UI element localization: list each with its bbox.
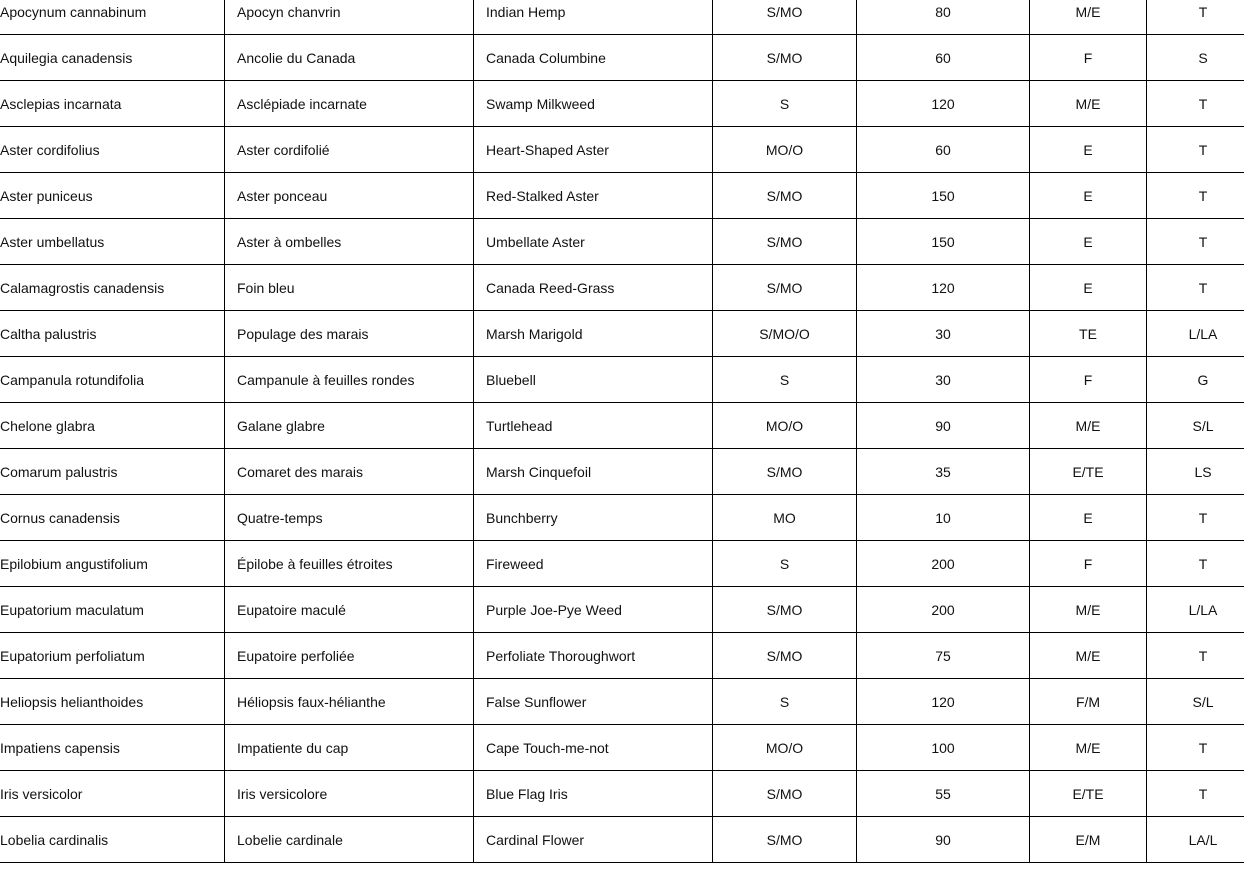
moisture-cell: E xyxy=(1030,173,1147,219)
table-row xyxy=(0,403,1244,449)
french-name-cell: Quatre-temps xyxy=(225,495,474,541)
english-name-cell: Purple Joe-Pye Weed xyxy=(474,587,713,633)
latin-name-cell: Comarum palustris xyxy=(0,449,225,495)
sun-exposure-cell: S xyxy=(713,541,857,587)
french-name-cell: Iris versicolore xyxy=(225,771,474,817)
height-cell: 80 xyxy=(857,0,1030,35)
soil-cell: LS xyxy=(1147,449,1244,495)
height-cell: 200 xyxy=(857,541,1030,587)
soil-cell: T xyxy=(1147,541,1244,587)
latin-name-cell: Eupatorium perfoliatum xyxy=(0,633,225,679)
french-name-cell: Ancolie du Canada xyxy=(225,35,474,81)
soil-cell: T xyxy=(1147,0,1244,35)
table-row xyxy=(0,587,1244,633)
sun-exposure-cell: S/MO xyxy=(713,817,857,863)
french-name-cell: Héliopsis faux-hélianthe xyxy=(225,679,474,725)
height-cell: 200 xyxy=(857,587,1030,633)
sun-exposure-cell: MO/O xyxy=(713,403,857,449)
sun-exposure-cell: S/MO xyxy=(713,587,857,633)
french-name-cell: Aster ponceau xyxy=(225,173,474,219)
height-cell: 120 xyxy=(857,679,1030,725)
moisture-cell: F xyxy=(1030,541,1147,587)
french-name-cell: Épilobe à feuilles étroites xyxy=(225,541,474,587)
english-name-cell: Cape Touch-me-not xyxy=(474,725,713,771)
english-name-cell: Bunchberry xyxy=(474,495,713,541)
sun-exposure-cell: MO xyxy=(713,495,857,541)
sun-exposure-cell: S xyxy=(713,357,857,403)
latin-name-cell: Apocynum cannabinum xyxy=(0,0,225,35)
french-name-cell: Eupatoire perfoliée xyxy=(225,633,474,679)
table-row xyxy=(0,35,1244,81)
sun-exposure-cell: S/MO xyxy=(713,219,857,265)
height-cell: 30 xyxy=(857,357,1030,403)
french-name-cell: Lobelie cardinale xyxy=(225,817,474,863)
table-row xyxy=(0,127,1244,173)
moisture-cell: M/E xyxy=(1030,633,1147,679)
latin-name-cell: Impatiens capensis xyxy=(0,725,225,771)
soil-cell: L/LA xyxy=(1147,587,1244,633)
soil-cell: S/L xyxy=(1147,403,1244,449)
moisture-cell: M/E xyxy=(1030,725,1147,771)
table-row xyxy=(0,633,1244,679)
moisture-cell: M/E xyxy=(1030,587,1147,633)
soil-cell: T xyxy=(1147,81,1244,127)
french-name-cell: Populage des marais xyxy=(225,311,474,357)
table-row xyxy=(0,219,1244,265)
english-name-cell: Marsh Marigold xyxy=(474,311,713,357)
sun-exposure-cell: MO/O xyxy=(713,725,857,771)
table-row xyxy=(0,817,1244,863)
height-cell: 120 xyxy=(857,265,1030,311)
french-name-cell: Impatiente du cap xyxy=(225,725,474,771)
english-name-cell: Indian Hemp xyxy=(474,0,713,35)
latin-name-cell: Campanula rotundifolia xyxy=(0,357,225,403)
moisture-cell: E xyxy=(1030,265,1147,311)
soil-cell: T xyxy=(1147,219,1244,265)
moisture-cell: E/TE xyxy=(1030,449,1147,495)
sun-exposure-cell: S/MO xyxy=(713,0,857,35)
soil-cell: S xyxy=(1147,35,1244,81)
table-row xyxy=(0,541,1244,587)
height-cell: 60 xyxy=(857,127,1030,173)
english-name-cell: Fireweed xyxy=(474,541,713,587)
moisture-cell: E xyxy=(1030,495,1147,541)
height-cell: 150 xyxy=(857,173,1030,219)
french-name-cell: Asclépiade incarnate xyxy=(225,81,474,127)
height-cell: 150 xyxy=(857,219,1030,265)
moisture-cell: F/M xyxy=(1030,679,1147,725)
latin-name-cell: Chelone glabra xyxy=(0,403,225,449)
soil-cell: T xyxy=(1147,725,1244,771)
soil-cell: T xyxy=(1147,173,1244,219)
sun-exposure-cell: S/MO xyxy=(713,771,857,817)
moisture-cell: F xyxy=(1030,357,1147,403)
english-name-cell: Swamp Milkweed xyxy=(474,81,713,127)
latin-name-cell: Epilobium angustifolium xyxy=(0,541,225,587)
soil-cell: LA/L xyxy=(1147,817,1244,863)
english-name-cell: Canada Reed-Grass xyxy=(474,265,713,311)
french-name-cell: Eupatoire maculé xyxy=(225,587,474,633)
height-cell: 90 xyxy=(857,403,1030,449)
height-cell: 90 xyxy=(857,817,1030,863)
sun-exposure-cell: S xyxy=(713,679,857,725)
table-row xyxy=(0,679,1244,725)
french-name-cell: Galane glabre xyxy=(225,403,474,449)
french-name-cell: Comaret des marais xyxy=(225,449,474,495)
sun-exposure-cell: S xyxy=(713,81,857,127)
height-cell: 75 xyxy=(857,633,1030,679)
latin-name-cell: Iris versicolor xyxy=(0,771,225,817)
french-name-cell: Campanule à feuilles rondes xyxy=(225,357,474,403)
moisture-cell: E/M xyxy=(1030,817,1147,863)
moisture-cell: TE xyxy=(1030,311,1147,357)
height-cell: 10 xyxy=(857,495,1030,541)
height-cell: 55 xyxy=(857,771,1030,817)
english-name-cell: Turtlehead xyxy=(474,403,713,449)
table-row xyxy=(0,771,1244,817)
latin-name-cell: Asclepias incarnata xyxy=(0,81,225,127)
moisture-cell: M/E xyxy=(1030,81,1147,127)
moisture-cell: E xyxy=(1030,219,1147,265)
english-name-cell: Perfoliate Thoroughwort xyxy=(474,633,713,679)
table-row xyxy=(0,495,1244,541)
soil-cell: T xyxy=(1147,127,1244,173)
table-row xyxy=(0,173,1244,219)
soil-cell: T xyxy=(1147,633,1244,679)
table-row xyxy=(0,0,1244,35)
latin-name-cell: Cornus canadensis xyxy=(0,495,225,541)
table-row xyxy=(0,357,1244,403)
latin-name-cell: Lobelia cardinalis xyxy=(0,817,225,863)
table-row xyxy=(0,449,1244,495)
latin-name-cell: Eupatorium maculatum xyxy=(0,587,225,633)
sun-exposure-cell: S/MO xyxy=(713,449,857,495)
english-name-cell: Red-Stalked Aster xyxy=(474,173,713,219)
english-name-cell: Canada Columbine xyxy=(474,35,713,81)
soil-cell: T xyxy=(1147,771,1244,817)
english-name-cell: Umbellate Aster xyxy=(474,219,713,265)
latin-name-cell: Heliopsis helianthoides xyxy=(0,679,225,725)
height-cell: 100 xyxy=(857,725,1030,771)
soil-cell: S/L xyxy=(1147,679,1244,725)
moisture-cell: M/E xyxy=(1030,403,1147,449)
moisture-cell: F xyxy=(1030,35,1147,81)
height-cell: 120 xyxy=(857,81,1030,127)
latin-name-cell: Aster puniceus xyxy=(0,173,225,219)
french-name-cell: Foin bleu xyxy=(225,265,474,311)
sun-exposure-cell: S/MO/O xyxy=(713,311,857,357)
french-name-cell: Apocyn chanvrin xyxy=(225,0,474,35)
soil-cell: L/LA xyxy=(1147,311,1244,357)
english-name-cell: Blue Flag Iris xyxy=(474,771,713,817)
sun-exposure-cell: S/MO xyxy=(713,633,857,679)
latin-name-cell: Calamagrostis canadensis xyxy=(0,265,225,311)
english-name-cell: Heart-Shaped Aster xyxy=(474,127,713,173)
table-row xyxy=(0,265,1244,311)
height-cell: 35 xyxy=(857,449,1030,495)
english-name-cell: Bluebell xyxy=(474,357,713,403)
moisture-cell: M/E xyxy=(1030,0,1147,35)
french-name-cell: Aster cordifolié xyxy=(225,127,474,173)
latin-name-cell: Aster cordifolius xyxy=(0,127,225,173)
sun-exposure-cell: S/MO xyxy=(713,265,857,311)
height-cell: 30 xyxy=(857,311,1030,357)
table-row xyxy=(0,725,1244,771)
height-cell: 60 xyxy=(857,35,1030,81)
latin-name-cell: Aquilegia canadensis xyxy=(0,35,225,81)
soil-cell: G xyxy=(1147,357,1244,403)
table-row xyxy=(0,311,1244,357)
english-name-cell: Cardinal Flower xyxy=(474,817,713,863)
moisture-cell: E/TE xyxy=(1030,771,1147,817)
sun-exposure-cell: S/MO xyxy=(713,35,857,81)
french-name-cell: Aster à ombelles xyxy=(225,219,474,265)
sun-exposure-cell: MO/O xyxy=(713,127,857,173)
table-row xyxy=(0,81,1244,127)
latin-name-cell: Aster umbellatus xyxy=(0,219,225,265)
sun-exposure-cell: S/MO xyxy=(713,173,857,219)
english-name-cell: False Sunflower xyxy=(474,679,713,725)
english-name-cell: Marsh Cinquefoil xyxy=(474,449,713,495)
soil-cell: T xyxy=(1147,495,1244,541)
moisture-cell: E xyxy=(1030,127,1147,173)
latin-name-cell: Caltha palustris xyxy=(0,311,225,357)
soil-cell: T xyxy=(1147,265,1244,311)
